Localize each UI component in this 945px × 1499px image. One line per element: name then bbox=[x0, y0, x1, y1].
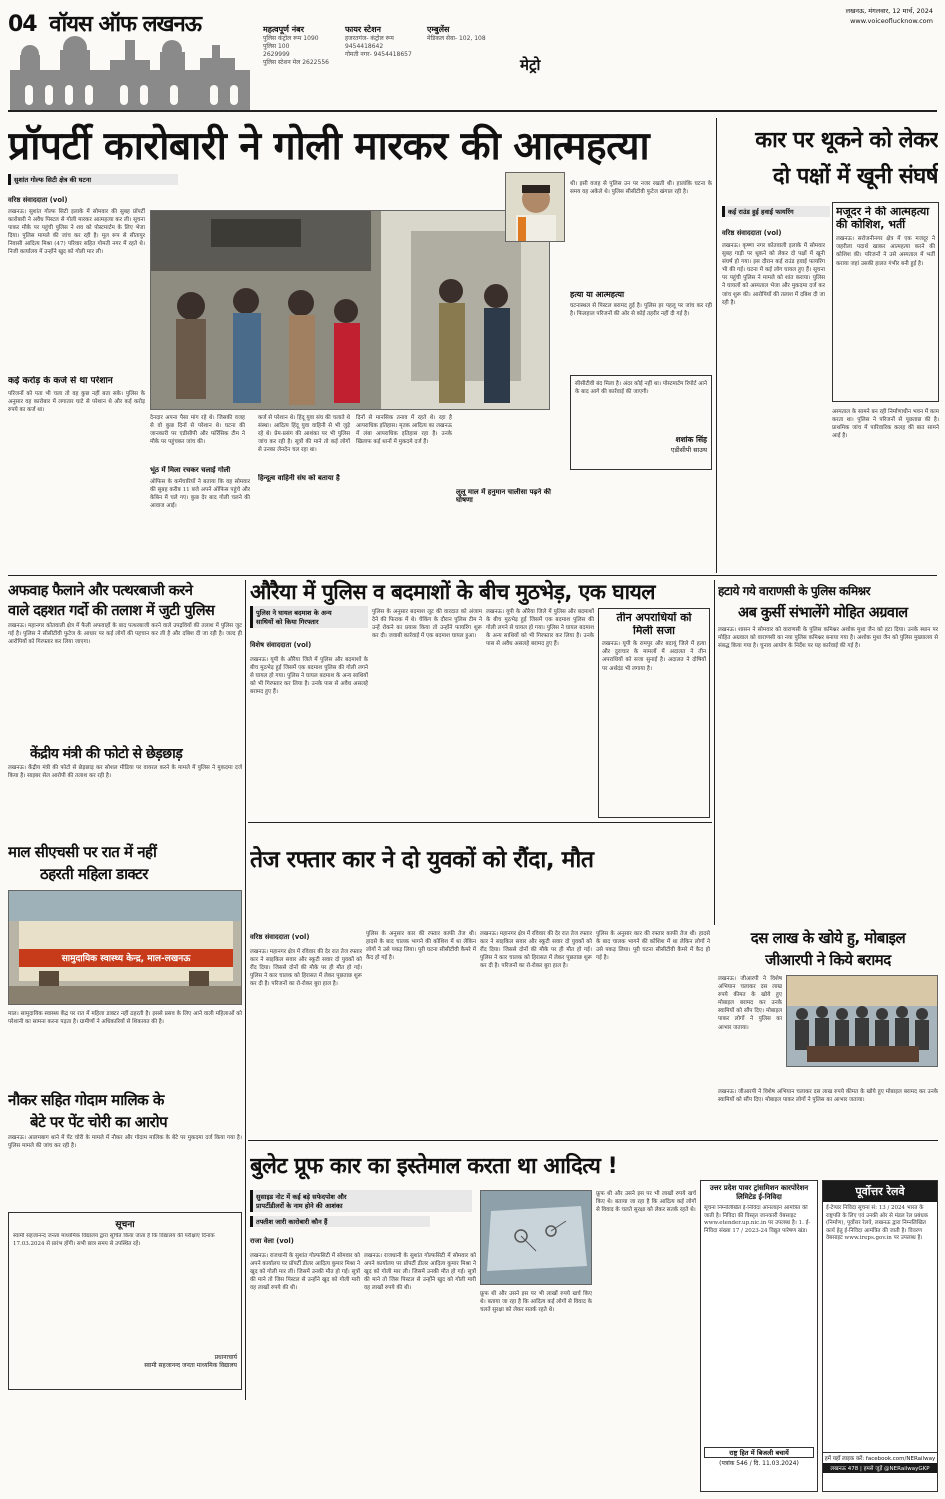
lead-photo-portrait bbox=[505, 172, 565, 242]
masthead bbox=[0, 0, 945, 112]
column-rule bbox=[716, 118, 717, 573]
bulletproof-car-photo bbox=[480, 1190, 592, 1285]
accident-body: लखनऊ। महानगर क्षेत्र में रविवार की देर रात तेज रफ्तार कार ने साइकिल सवार और स्कूटी सवार दो युवकों को रौंद दिया। जिससे दोनों की मौके पर ही मौत हो गई। पुलिस ने कार चालक को हिरासत में लेकर पूछताछ शुरू कर दी है। परिजनों का रो-रोकर बुरा हाल है। bbox=[250, 949, 362, 988]
lead-col5: थी। इसी वजह से पुलिस उन पर नजर रखती थी। हालांकि घटना के समय वह अकेले थे। पुलिस सीसीटीवी फुटेज खंगाल रही है। bbox=[570, 181, 712, 196]
minister-body: लखनऊ। केंद्रीय मंत्री की फोटो से छेड़छाड़ कर सोशल मीडिया पर वायरल करने के मामले में पुलिस ने मुकदमा दर्ज किया है। साइबर सेल आरोपी की तलाश कर रही है। bbox=[8, 765, 242, 780]
fire-headline-2: वाले दहशत गर्दो की तलाश में जुटी पुलिस bbox=[8, 603, 215, 619]
bulletproof-body-3: फ्रूफ थी और उसने इस पर भी लाखों रुपये खर्च किए थे। बताया जा रहा है कि आदित्य कई लोगों से विवाद के चलते सुरक्षा को लेकर सतर्क रहते थे। bbox=[480, 1291, 592, 1314]
theft-headline-1: नौकर सहित गोदाम मालिक के bbox=[8, 1091, 164, 1109]
right-headline-2: दो पक्षों में खूनी संघर्ष bbox=[772, 164, 938, 189]
quote-role: एडीसीपी साउथ bbox=[670, 446, 707, 454]
theft-headline-2: बेटे पर पेंट चोरी का आरोप bbox=[30, 1113, 168, 1131]
convicts-headline-2: मिली सजा bbox=[632, 624, 675, 637]
lead-col3: कर्ज से परेशान थे। हिंदू युवा संघ की चलाते थे संस्था। आदित्य हिंदू युवा वाहिनी से भी जुड़े रहे थे। प्रेम-प्रसंग की आशंका पर भी पुलिस जांच कर रही है। सूत्रों की माने तो कई लोगों से उनका लेनदेन चल रहा था। bbox=[258, 415, 350, 454]
lead-quote: सीसीटीवी बंद मिला है। अंदर कोई नहीं था। पोस्टमार्टम रिपोर्ट आने के बाद आगे की कार्रवाई की जाएगी। bbox=[575, 381, 707, 396]
lead-col1: लखनऊ। सुशांत गोल्फ सिटी इलाके में सोमवार की सुबह प्रॉपर्टी कारोबारी ने अवैध पिस्टल से गोली मारकर आत्महत्या कर ली। सूचना पाकर मौके पर पहुंची पुलिस ने शव को पोस्टमार्टम के लिए भेजा दिया। पुलिस मामले की जांच कर रही है। मूल रूप से सीतापुर निवासी आदित्य मिश्रा (47) परिवार सहित गोमती नगर में रहते थे। निजी कार्यालय में उन्होंने खुद को गोली मार ली। bbox=[8, 209, 145, 256]
railway-footer: हमें यहाँ लाइक करें: facebook.com/NERailway bbox=[823, 1452, 937, 1463]
labourer-body-2: अस्पताल के सामने बन रही निर्माणाधीन भवन में काम करता था। पुलिस ने परिजनों से पूछताछ की है। प्राथमिक जांच में पारिवारिक कलह की बात सामने आई है। bbox=[832, 409, 939, 440]
labourer-body: लखनऊ। सरोजनीनगर क्षेत्र में एक मजदूर ने जहरीला पदार्थ खाकर आत्महत्या करने की कोशिश की। परिजनों ने उसे अस्पताल में भर्ती कराया जहां उसकी हालत गंभीर बनी हुई है। bbox=[836, 236, 935, 267]
ambulance bbox=[427, 24, 486, 43]
important-numbers bbox=[263, 24, 329, 67]
section-label: मेट्रो bbox=[520, 56, 541, 74]
grp-team-image bbox=[787, 976, 938, 1067]
accident-headline: तेज रफ्तार कार ने दो युवकों को रौंदा, मौत bbox=[250, 847, 594, 873]
notice-box bbox=[8, 1212, 242, 1390]
lead-byline: वरिष्ठ संवाददाता (vol) bbox=[8, 196, 68, 204]
lead-col1b: परिजनों को पता भी चला तो वह कुछ नहीं बता सके। पुलिस के अनुसार वह कारोबार में लगातार घाटे से परेशान थे और कई करोड़ रुपये का कर्ज था। bbox=[8, 391, 145, 414]
convicts-box bbox=[598, 608, 710, 818]
masthead-rule bbox=[8, 110, 937, 112]
labourer-box bbox=[832, 202, 939, 402]
lead-quote-box bbox=[570, 375, 712, 470]
accident-body-3: लखनऊ। महानगर क्षेत्र में रविवार की देर रात तेज रफ्तार कार ने साइकिल सवार और स्कूटी सवार दो युवकों को रौंद दिया। जिससे दोनों की मौके पर ही मौत हो गई। पुलिस ने कार चालक को हिरासत में लेकर पूछताछ शुरू कर दी है। परिजनों का रो-रोकर बुरा हाल है। bbox=[480, 931, 592, 970]
mobile-headline-2: जीआरपी ने किये बरामद bbox=[765, 951, 891, 969]
bulletproof-kicker bbox=[250, 1190, 472, 1212]
right-kicker: कई राउंड हुई हवाई फायरिंग bbox=[722, 206, 830, 217]
car-windshield-image bbox=[481, 1191, 592, 1285]
tender-notice bbox=[700, 1180, 818, 1492]
encounter-body: लखनऊ। यूपी के औरैया जिले में पुलिस और बदमाशों के बीच मुठभेड़ हुई जिसमें एक बदमाश पुलिस की गोली लगने से घायल हो गया। पुलिस ने घायल बदमाश के अन्य साथियों को भी गिरफ्तार कर लिया है। उनके पास से अवैध असलहे बरामद हुए हैं। bbox=[250, 657, 368, 696]
fire-line: गोमती नगर- 9454418657 bbox=[345, 51, 412, 58]
masthead-meta bbox=[846, 6, 933, 25]
hospital-building-image bbox=[9, 891, 242, 1005]
lead-col1-subhead: कई करोड़ के कर्ज से था परेशान bbox=[8, 376, 113, 386]
lead-col4-subhead: लूलू माल में हनुमान चालीसा पढ़ने की घोषणा bbox=[456, 488, 551, 505]
tender-body: सूचना निम्नलिखित ई-निविदा ऑनलाइन आमंत्रित की जाती है। निविदा की विस्तृत जानकारी वेबसाइट www.etender.up.nic.in पर उपलब्ध है। 1. ई-निविदा संख्या 17 / 2023-24 विद्युत पारेषण खंड। bbox=[704, 1205, 811, 1234]
bulletproof-body-2: लखनऊ। राजधानी के सुशांत गोल्फसिटी में सोमवार को अपने कार्यालय पर प्रॉपर्टी डीलर आदित्य कुमार मिश्रा ने खुद को गोली मार ली। जिसमें उनकी मौत हो गई। सूत्रों की माने तो जिस पिस्टल से उन्होंने खुद को गोली मारी वह लाखों रुपये की थी। bbox=[364, 1253, 476, 1292]
notice-body: स्वामी सहजानन्द जनता माध्यमिक विद्यालय द्वारा सूचित किया जाता है कि विद्यालय की परीक्षाएं दिनांक 17.03.2024 से प्रारंभ होंगी। सभी छात्र समय से उपस्थित रहें। bbox=[13, 1233, 215, 1247]
important-number: पुलिस 100 bbox=[263, 43, 290, 50]
notice-footer: स्वामी सहजानन्द जनता माध्यमिक विद्यालय bbox=[144, 1362, 237, 1369]
encounter-byline: विशेष संवाददाता (vol) bbox=[250, 641, 312, 649]
paper-name: वॉयस ऑफ लखनऊ bbox=[49, 12, 202, 37]
fire-title: फायर स्टेशन bbox=[345, 25, 381, 34]
convicts-body: लखनऊ। यूपी के रामपुर और बदायूं जिले में हत्या और दुराचार के मामलों में अदालत ने तीन अपराधियों को सजा सुनाई है। अदालत ने दोषियों पर अर्थदंड भी लगाया है। bbox=[602, 641, 706, 672]
important-numbers-title: महत्वपूर्ण नंबर bbox=[263, 25, 304, 34]
masthead-title bbox=[8, 8, 201, 38]
notice-title: सूचना bbox=[115, 1220, 135, 1230]
accident-body-2: पुलिस के अनुसार कार की रफ्तार काफी तेज थी। हादसे के बाद चालक भागने की कोशिश में था लेकिन लोगों ने उसे पकड़ लिया। पूरी घटना सीसीटीवी कैमरे में कैद हो गई है। bbox=[366, 931, 476, 962]
column-rule bbox=[714, 580, 715, 925]
chc-photo bbox=[8, 890, 242, 1005]
section-rule bbox=[248, 1140, 938, 1141]
chc-sign-text: सामुदायिक स्वास्थ्य केन्द्र, माल-लखनऊ bbox=[61, 954, 191, 964]
skyline-illustration bbox=[0, 30, 260, 110]
railway-ad bbox=[822, 1180, 938, 1492]
right-byline: वरिष्ठ संवाददाता (vol) bbox=[722, 229, 782, 237]
bulletproof-kicker-2: प्रापर्टीडीलरों के नाम होने की आशंका bbox=[256, 1202, 343, 1210]
mobile-body: लखनऊ। जीआरपी ने विशेष अभियान चलाकर दस लाख रुपये कीमत के खोये हुए मोबाइल बरामद कर उनके स्वामियों को सौंप दिए। मोबाइल पाकर लोगों ने पुलिस का आभार जताया। bbox=[718, 976, 782, 1031]
mobile-headline-1: दस लाख के खोये हु, मोबाइल bbox=[750, 929, 906, 947]
commissioner-headline-1: हटाये गये वाराणसी के पुलिस कमिश्नर bbox=[718, 584, 871, 598]
ambulance-title: एम्बुलेंस bbox=[427, 25, 450, 34]
page-number: 04 bbox=[8, 12, 37, 37]
right-body: लखनऊ। कृष्णा नगर कोतवाली इलाके में सोमवार सुबह गाड़ी पर थूकने को लेकर दो पक्षों में खूनी संघर्ष हो गया। इस दौरान कई राउंड हवाई फायरिंग भी की गई। घटना में कई लोग घायल हुए हैं। सूचना पर पहुंची पुलिस ने मामले को शांत कराया। पुलिस ने घायलों को अस्पताल भेजा और मुकदमा दर्ज कर जांच शुरू की। आरोपियों की तलाश में दबिश दी जा रही है। bbox=[722, 243, 825, 306]
theft-body: लखनऊ। आलमबाग थाने में पेंट चोरी के मामले में नौकर और गोदाम मालिक के बेटे पर मुकदमा दर्ज किया गया है। पुलिस मामले की जांच कर रही है। bbox=[8, 1135, 242, 1150]
railway-title: पूर्वोत्तर रेलवे bbox=[823, 1181, 937, 1202]
chc-headline-2: ठहरती महिला डाक्टर bbox=[40, 865, 148, 883]
important-number: पुलिस कंट्रोल रूम 1090 bbox=[263, 35, 319, 42]
railway-body: ई-टेण्डर निविदा सूचना सं: 13 / 2024 भारत के राष्ट्रपति के लिए एवं उनकी ओर से मंडल रेल प्रबंधक (निर्माण), पूर्वोत्तर रेलवे, लखनऊ द्वारा निम्नलिखित कार्य हेतु ई-निविदा आमंत्रित की जाती है। विवरण वेबसाइट www.ireps.gov.in पर उपलब्ध है। bbox=[826, 1205, 928, 1241]
mobile-body-2: लखनऊ। जीआरपी ने विशेष अभियान चलाकर दस लाख रुपये कीमत के खोये हुए मोबाइल बरामद कर उनके स्वामियों को सौंप दिए। मोबाइल पाकर लोगों ने पुलिस का आभार जताया। bbox=[718, 1089, 938, 1104]
issue-date: लखनऊ, मंगलवार, 12 मार्च, 2024 bbox=[845, 7, 933, 15]
fire-line: हजरतगंज- कंट्रोल रूम bbox=[345, 35, 394, 42]
right-headline-1: कार पर थूकने को लेकर bbox=[755, 128, 938, 153]
lead-headline: प्रॉपर्टी कारोबारी ने गोली मारकर की आत्महत्या bbox=[8, 124, 650, 169]
lead-kicker: सुशांत गोल्फ सिटी क्षेत्र की घटना bbox=[8, 174, 178, 185]
notice-signature: प्रधानाचार्य bbox=[214, 1354, 237, 1361]
bulletproof-byline: राजा वेला (vol) bbox=[250, 1237, 294, 1245]
encounter-body-3: लखनऊ। यूपी के औरैया जिले में पुलिस और बदमाशों के बीच मुठभेड़ हुई जिसमें एक बदमाश पुलिस की गोली लगने से घायल हो गया। पुलिस ने घायल बदमाश के अन्य साथियों को भी गिरफ्तार कर लिया है। उनके पास से अवैध असलहे बरामद हुए हैं। bbox=[486, 609, 594, 648]
section-rule bbox=[248, 822, 712, 823]
bulletproof-body: लखनऊ। राजधानी के सुशांत गोल्फसिटी में सोमवार को अपने कार्यालय पर प्रॉपर्टी डीलर आदित्य कुमार मिश्रा ने खुद को गोली मार ली। जिसमें उनकी मौत हो गई। सूत्रों की माने तो जिस पिस्टल से उन्होंने खुद को गोली मारी वह लाखों रुपये की थी। bbox=[250, 1253, 360, 1292]
fire-body: लखनऊ। महानगर कोतवाली क्षेत्र में फैली अफवाहों के बाद पत्थरबाजी करने वाले उपद्रवियों की तलाश में पुलिस जुट गई है। पुलिस ने सीसीटीवी फुटेज के आधार पर कई लोगों की पहचान कर ली है और दबिश दी जा रही है। जल्द ही आरोपियों को गिरफ्तार कर लिया जाएगा। bbox=[8, 623, 242, 646]
railway-footer-2: लखनऊ 478 | हमसे जुड़ें @NERailwayGKP bbox=[823, 1463, 937, 1473]
lead-col2-subhead: भूंठ में मिला रचकर चलाई गोली bbox=[150, 466, 231, 474]
portrait-image bbox=[506, 173, 565, 242]
website: www.voiceoflucknow.com bbox=[850, 17, 933, 25]
tender-title: उत्तर प्रदेश पावर ट्रांसमिशन कारपोरेशन लिमिटेड ई-निविदा bbox=[709, 1184, 809, 1201]
lead-col5b: घटनास्थल से पिस्टल बरामद हुई है। पुलिस हर पहलू पर जांच कर रही है। फिलहाल परिजनों की ओर से कोई तहरीर नहीं दी गई है। bbox=[570, 303, 712, 318]
mobile-photo bbox=[786, 975, 938, 1067]
bulletproof-headline: बुलेट प्रूफ कार का इस्तेमाल करता था आदित्य ! bbox=[250, 1154, 618, 1179]
lead-col4: दिनों से मानसिक तनाव में रहते थे। रहा है आपराधिक इतिहास। मृतक आदित्य का लखनऊ में लंबा आपराधिक इतिहास रहा है। उनके खिलाफ कई थानों में मुकदमे दर्ज हैं। bbox=[356, 415, 452, 446]
encounter-headline: औरैया में पुलिस व बदमाशों के बीच मुठभेड़, एक घायल bbox=[250, 580, 656, 604]
bulletproof-kicker-1: सुसाइड नोट में कई बड़े सफेदपोश और bbox=[256, 1193, 347, 1201]
accident-byline: वरिष्ठ संवाददाता (vol) bbox=[250, 933, 310, 941]
bulletproof-body-4: फ्रूफ थी और उसने इस पर भी लाखों रुपये खर्च किए थे। बताया जा रहा है कि आदित्य कई लोगों से विवाद के चलते सुरक्षा को लेकर सतर्क रहते थे। bbox=[596, 1191, 696, 1214]
important-number: पुलिस स्टेशन मेल 2622556 bbox=[263, 59, 329, 66]
accident-body-4: पुलिस के अनुसार कार की रफ्तार काफी तेज थी। हादसे के बाद चालक भागने की कोशिश में था लेकिन लोगों ने उसे पकड़ लिया। पूरी घटना सीसीटीवी कैमरे में कैद हो गई है। bbox=[596, 931, 710, 962]
lead-col2: देनदार अपना पैसा मांग रहे थे। जिसकी वजह से वो कुछ दिनों से परेशान थे। घटना की जानकारी पर एडीसीपी और फॉरेंसिक टीम ने मौके पर पहुंचकर जांच की। bbox=[150, 415, 245, 446]
labourer-headline: मजूदर ने की आत्महत्या की कोशिश, भर्ती bbox=[836, 206, 930, 231]
lead-col5-subhead: हत्या या आत्महत्या bbox=[570, 290, 625, 299]
commissioner-headline-2: अब कुर्सी संभालेंगे मोहित अग्रवाल bbox=[738, 605, 908, 621]
tender-ref: (पत्रांक 546 / दि. 11.03.2024) bbox=[719, 1460, 799, 1467]
fire-line: 9454418642 bbox=[345, 43, 384, 50]
encounter-kicker-1: पुलिस ने घायल बदमाश के अन्य bbox=[256, 609, 332, 617]
bulletproof-kicker-3: तफ्तीश जारी कारोबारी कौन हैं bbox=[250, 1216, 430, 1227]
chc-body: माल। सामुदायिक स्वास्थ्य केंद्र पर रात में महिला डाक्टर नहीं ठहरती है। इससे प्रसव के लिए आने वाली महिलाओं को परेशानी का सामना करना पड़ता है। ग्रामीणों ने अधिकारियों से शिकायत की है। bbox=[8, 1011, 242, 1026]
chc-headline-1: माल सीएचसी पर रात में नहीं bbox=[8, 843, 157, 861]
office-scene-image bbox=[151, 211, 550, 410]
section-rule bbox=[8, 575, 937, 576]
encounter-body-2: पुलिस के अनुसार बदमाश लूट की वारदात को अंजाम देने की फिराक में थे। चेकिंग के दौरान पुलिस टीम ने उन्हें रोकने का प्रयास किया तो उन्होंने फायरिंग शुरू कर दी। जवाबी कार्रवाई में एक बदमाश घायल हुआ। bbox=[372, 609, 482, 640]
column-rule bbox=[245, 580, 246, 1400]
convicts-headline-1: तीन अपराधियों को bbox=[616, 612, 692, 624]
fire-headline-1: अफवाह फैलाने और पत्थरबाजी करने bbox=[8, 583, 193, 599]
encounter-kicker-2: साथियों को किया गिरफ्तार bbox=[256, 618, 319, 626]
important-number: 2629999 bbox=[263, 51, 290, 58]
encounter-kicker bbox=[250, 606, 368, 628]
tender-footer: राष्ट्र हित में बिजली बचायें bbox=[704, 1447, 814, 1458]
lead-photo-office bbox=[150, 210, 550, 410]
minister-headline: केंद्रीय मंत्री की फोटो से छेड़छाड़ bbox=[30, 746, 183, 762]
commissioner-body: लखनऊ। शासन ने सोमवार को वाराणसी के पुलिस कमिश्नर अशोक मुथा जैन को हटा दिया। उनके स्थान पर मोहित अग्रवाल को वाराणसी का नया पुलिस कमिश्नर बनाया गया है। अशोक मुथा जैन को पुलिस मुख्यालय से संबद्ध किया गया है। चुनाव आयोग के निर्देश पर यह कार्रवाई की गई है। bbox=[718, 627, 938, 650]
quote-author: शशांक सिंह bbox=[675, 435, 707, 444]
lead-col3-subhead: हिन्दूत्व वाहिनी संघ को बताया है bbox=[258, 474, 350, 482]
ambulance-line: मेडिकल सेवा- 102, 108 bbox=[427, 35, 486, 42]
fire-station bbox=[345, 24, 412, 59]
lead-col2b: ऑफिस के कर्मचारियों ने बताया कि वह सोमवार की सुबह करीब 11 बजे अपने ऑफिस पहुंचे और केबिन में चले गए। कुछ देर बाद गोली चलने की आवाज आई। bbox=[150, 479, 250, 510]
